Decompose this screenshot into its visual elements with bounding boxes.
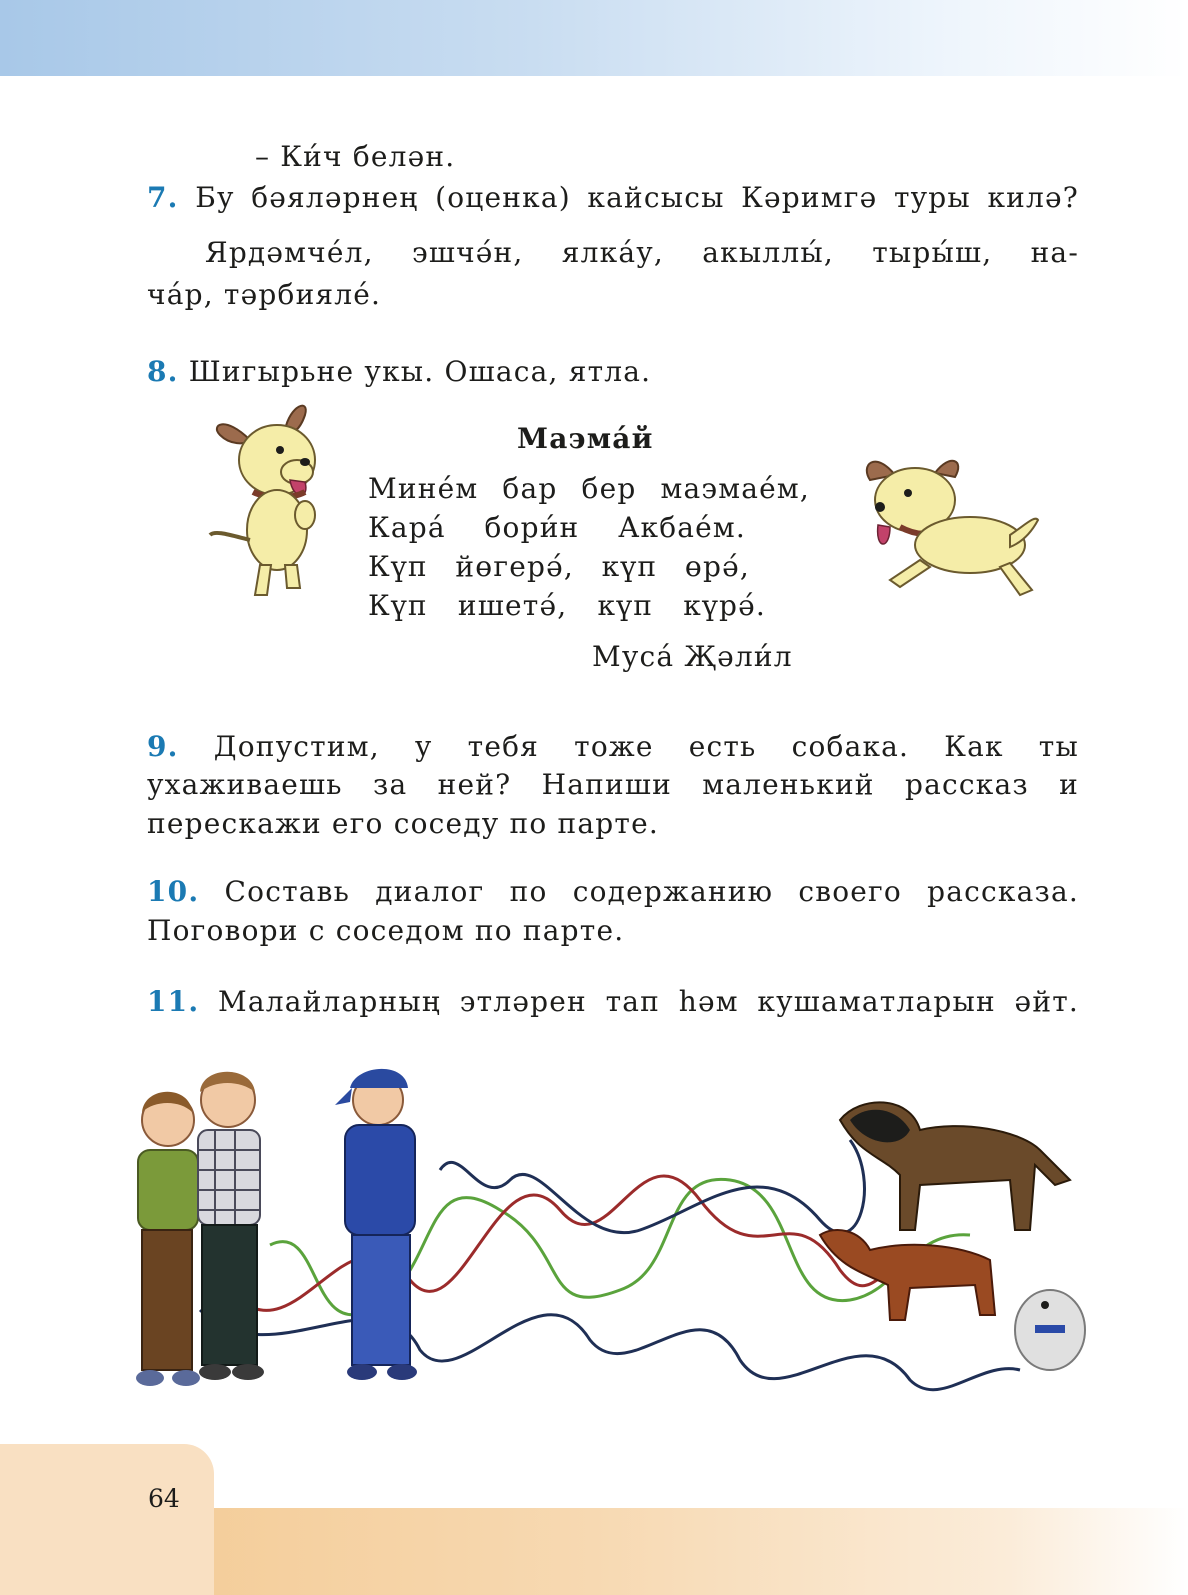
exercise-11-text: Малайларның этләрен тап һәм кушаматларын әйт. xyxy=(218,985,1079,1018)
exercise-9-line2: ухаживаешь за ней? Напиши маленький рассказ и xyxy=(147,768,1079,801)
poem-line-4: Күп ишетә́, күп күрә́. xyxy=(368,589,766,622)
intro-line: – Ки́ч белән. xyxy=(255,140,456,173)
exercise-7-answers-line2: ча́р, тәрбияле́. xyxy=(147,278,382,311)
exercise-10-number: 10. xyxy=(147,875,200,908)
exercise-8-number: 8. xyxy=(147,355,179,388)
exercise-11-number: 11. xyxy=(147,985,200,1018)
poem-line-3: Күп йөгерә́, күп өрә́, xyxy=(368,550,750,583)
header-band xyxy=(0,0,1188,76)
exercise-9-line3: перескажи его соседу по парте. xyxy=(147,807,659,840)
dog-illustration xyxy=(205,400,335,600)
poem-author: Муса́ Җәли́л xyxy=(592,640,793,673)
exercise-7-number: 7. xyxy=(147,181,179,214)
exercise-10-line2: Поговори с соседом по парте. xyxy=(147,914,625,947)
page-number-tab xyxy=(0,1444,214,1595)
exercise-9-text-1: Допустим, у тебя тоже есть собака. Как ты xyxy=(213,730,1079,763)
exercise-11 xyxy=(147,985,1079,1018)
poem-line-2: Кара́ бори́н Акбае́м. xyxy=(368,511,746,544)
exercise-10-text-1: Составь диалог по содержанию своего рассказа. xyxy=(224,875,1079,908)
poem-title: Маэма́й xyxy=(517,422,654,455)
exercise-10-line1 xyxy=(147,875,1079,908)
exercise-8 xyxy=(147,355,651,388)
exercise-7-answers-line1: Ярдәмче́л, эшчә́н, ялка́у, акыллы́, тыры́ш, на- xyxy=(205,236,1079,269)
exercise-9-number: 9. xyxy=(147,730,179,763)
exercise-7-question: Бу бәяләрнең (оценка) кайсысы Кәримгә туры килә? xyxy=(195,181,1079,214)
exercise-8-text: Шигырьне укы. Ошаса, ятла. xyxy=(188,355,652,388)
exercise-9-line1 xyxy=(147,730,1079,763)
boys-with-dogs-illustration xyxy=(120,1060,1100,1420)
exercise-7 xyxy=(147,181,1079,214)
dog-illustration xyxy=(860,455,1040,605)
poem-line-1: Мине́м бар бер маэмае́м, xyxy=(368,472,810,505)
page-number: 64 xyxy=(148,1484,180,1513)
